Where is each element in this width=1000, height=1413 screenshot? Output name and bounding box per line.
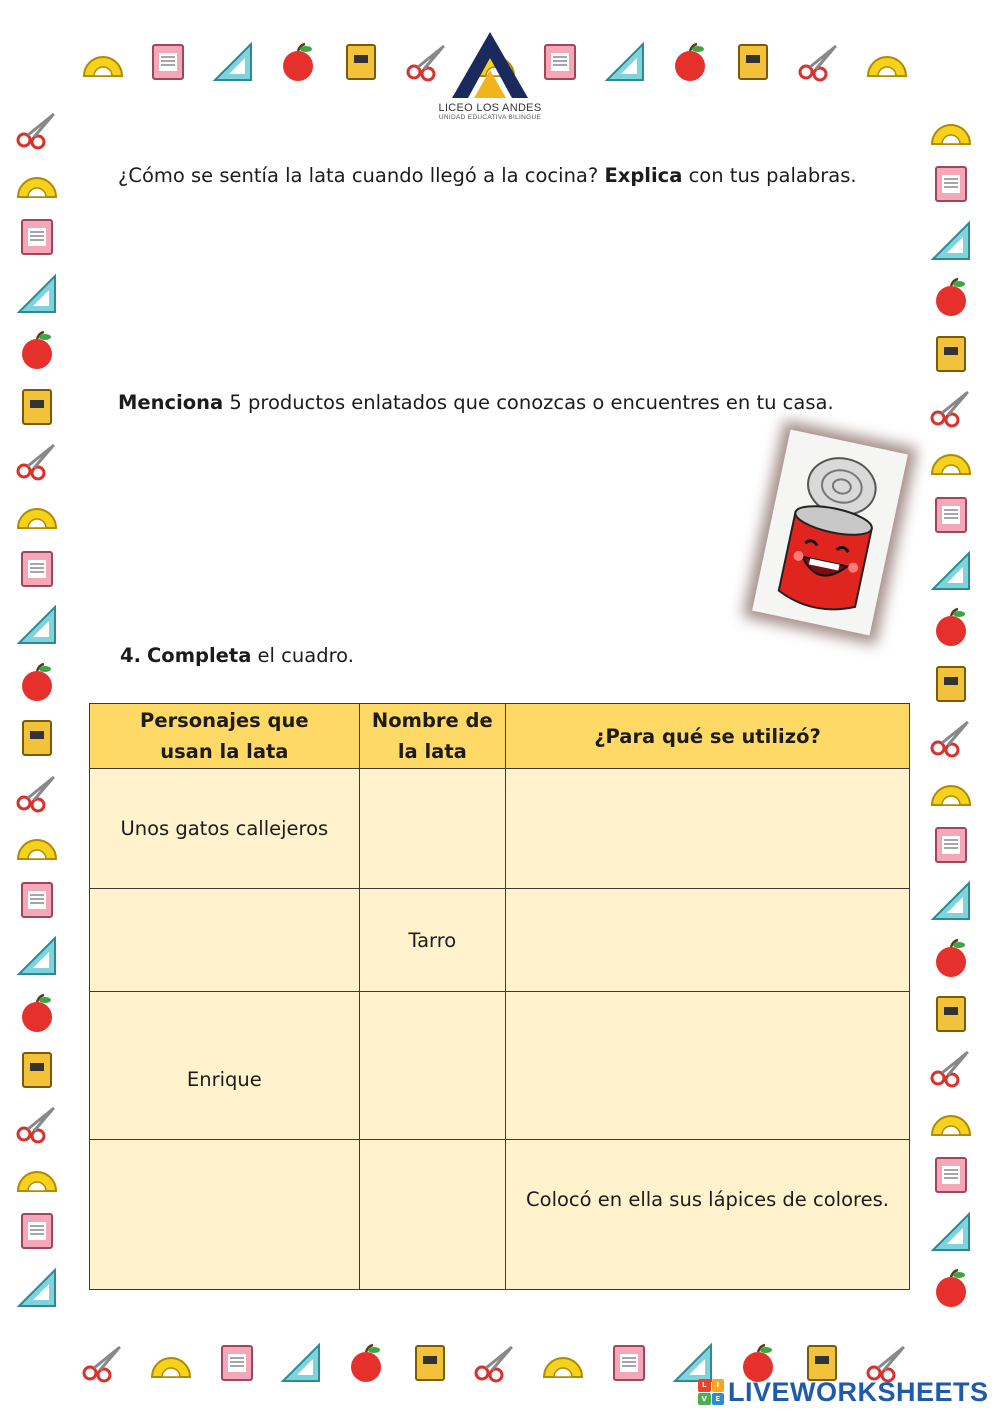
notebook-icon [931,662,971,706]
cell-can-name[interactable] [359,769,505,889]
question-keyword: Explica [604,164,683,187]
right-border [916,110,986,1310]
scissors-icon [928,388,974,428]
header-characters: Personajes que usan la lata [90,704,360,769]
protractor-icon [864,42,910,82]
notepad-icon [931,162,971,206]
set-square-icon [929,549,973,593]
protractor-icon [928,110,974,150]
header-can-name: Nombre de la lata [359,704,505,769]
cell-character[interactable] [90,1140,360,1290]
notebook-icon [733,40,773,84]
apple-icon [16,328,58,372]
apple-icon [669,40,711,84]
notebook-icon [931,992,971,1036]
cell-can-name[interactable] [359,992,505,1140]
table-row [90,889,910,992]
apple-icon [16,660,58,704]
set-square-icon [15,1266,59,1310]
scissors-icon [14,110,60,150]
apple-icon [930,275,972,319]
protractor-icon [540,1343,586,1383]
cell-usage[interactable] [506,889,910,992]
table-row [90,769,910,889]
cell-can-name[interactable] [359,1140,505,1290]
notepad-icon [217,1341,257,1385]
notebook-icon [341,40,381,84]
table-row [90,992,910,1140]
protractor-icon [14,494,60,534]
set-square-icon [603,40,647,84]
set-square-icon [15,272,59,316]
school-name: LICEO LOS ANDES [438,102,542,114]
apple-icon [16,991,58,1035]
question-number: 4. [120,644,141,667]
set-square-icon [15,603,59,647]
school-logo [420,30,560,135]
notepad-icon [17,878,57,922]
cell-character: Enrique [90,992,360,1140]
table-header-row [90,704,910,769]
apple-icon [277,40,319,84]
question-keyword: Completa [146,644,252,667]
question-keyword: Menciona [118,391,224,414]
scissors-icon [928,718,974,758]
question-feelings [118,164,857,187]
notebook-icon [410,1341,450,1385]
mountain-logo-icon [450,30,530,100]
scissors-icon [472,1343,518,1383]
question-text: 5 productos enlatados que conozcas o encuentres en tu casa. [223,391,834,414]
cell-character: Unos gatos callejeros [90,769,360,889]
smiling-can-icon [752,430,908,636]
cell-character[interactable] [90,889,360,992]
protractor-icon [80,42,126,82]
notepad-icon [17,215,57,259]
set-square-icon [15,934,59,978]
set-square-icon [279,1341,323,1385]
notebook-icon [17,716,57,760]
scissors-icon [796,42,842,82]
set-square-icon [929,219,973,263]
table-row [90,1140,910,1290]
liveworksheets-watermark[interactable] [698,1376,989,1408]
scissors-icon [14,773,60,813]
set-square-icon [211,40,255,84]
question-text: ¿Cómo se sentía la lata cuando llegó a la cocina? [118,164,605,187]
notebook-icon [931,332,971,376]
apple-icon [345,1341,387,1385]
notebook-icon [17,385,57,429]
notepad-icon [17,547,57,591]
notepad-icon [931,823,971,867]
notepad-icon [17,1209,57,1253]
protractor-icon [928,440,974,480]
question-complete-chart [120,644,354,667]
scissors-icon [14,441,60,481]
watermark-text: LIVEWORKSHEETS [728,1376,989,1407]
protractor-icon [14,1157,60,1197]
scissors-icon [14,1104,60,1144]
apple-icon [930,605,972,649]
notebook-icon [17,1048,57,1092]
notepad-icon [609,1341,649,1385]
cell-usage: Colocó en ella sus lápices de colores. [506,1140,910,1290]
question-text: el cuadro. [251,644,354,667]
apple-icon [930,936,972,980]
scissors-icon [928,1048,974,1088]
header-usage: ¿Para qué se utilizó? [506,704,910,769]
notepad-icon [148,40,188,84]
scissors-icon [80,1343,126,1383]
notepad-icon [931,1153,971,1197]
set-square-icon [929,1210,973,1254]
protractor-icon [928,1101,974,1141]
school-subtitle: UNIDAD EDUCATIVA BILINGUE [438,114,542,121]
left-border [2,110,72,1310]
protractor-icon [148,1343,194,1383]
cell-usage[interactable] [506,769,910,889]
protractor-icon [14,825,60,865]
liveworksheets-badge-icon: L I V E [698,1379,724,1405]
cell-can-name: Tarro [359,889,505,992]
cell-usage[interactable] [506,992,910,1140]
set-square-icon [929,879,973,923]
protractor-icon [14,163,60,203]
protractor-icon [928,771,974,811]
question-text: con tus palabras. [682,164,857,187]
notepad-icon [931,493,971,537]
question-canned-products [118,391,834,414]
apple-icon [930,1266,972,1310]
characters-table [89,703,910,1290]
